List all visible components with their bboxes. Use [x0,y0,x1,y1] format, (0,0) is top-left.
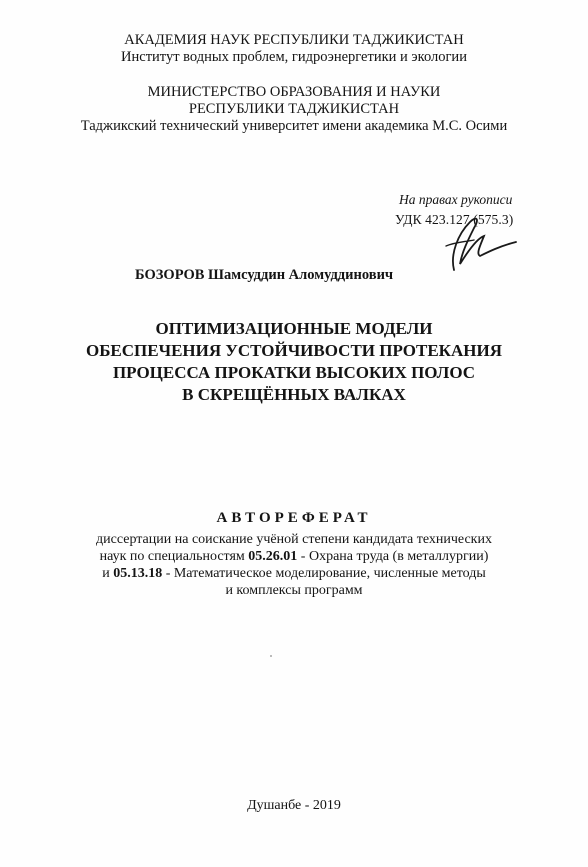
institute-name: Институт водных проблем, гидроэнергетики и экологии [121,49,467,65]
title-line: ОПТИМИЗАЦИОННЫЕ МОДЕЛИ [155,319,433,338]
description-text: наук по специальностям [99,549,249,564]
ministry-name-line1: МИНИСТЕРСТВО ОБРАЗОВАНИЯ И НАУКИ [147,84,441,100]
handwritten-signature [440,212,520,274]
specialty-code: 05.26.01 [248,549,298,564]
abstract-description [0,531,588,599]
udk-code: УДК 423.127 (575.3) [395,212,514,227]
title-line: ПРОЦЕССА ПРОКАТКИ ВЫСОКИХ ПОЛОС [112,363,476,382]
abstract-heading: АВТОРЕФЕРАТ [216,510,372,526]
ministry-header [0,84,588,135]
description-line: диссертации на соискание учёной степени кандидата технических [96,532,492,547]
description-text: и [102,566,114,581]
scan-speck [270,655,272,657]
manuscript-note: На правах рукописи [399,192,513,207]
academy-header [0,32,588,66]
ministry-name-line2: РЕСПУБЛИКИ ТАДЖИКИСТАН [188,101,400,117]
specialty-name: - Охрана труда (в металлургии) [297,549,489,564]
description-line: и комплексы программ [225,583,363,598]
description-line [0,548,588,565]
author-name: БОЗОРОВ Шамсуддин Аломуддинович [135,267,394,283]
city-year: Душанбе - 2019 [247,798,341,813]
title-line: ОБЕСПЕЧЕНИЯ УСТОЙЧИВОСТИ ПРОТЕКАНИЯ [85,341,503,360]
university-name: Таджикский технический университет имени академика М.С. Осими [80,118,508,134]
specialty-name: - Математическое моделирование, численные методы [162,566,486,581]
specialty-code: 05.13.18 [113,566,163,581]
dissertation-title [0,318,588,406]
title-line: В СКРЕЩЁННЫХ ВАЛКАХ [182,385,406,404]
description-line [0,565,588,582]
academy-name: АКАДЕМИЯ НАУК РЕСПУБЛИКИ ТАДЖИКИСТАН [124,32,464,48]
